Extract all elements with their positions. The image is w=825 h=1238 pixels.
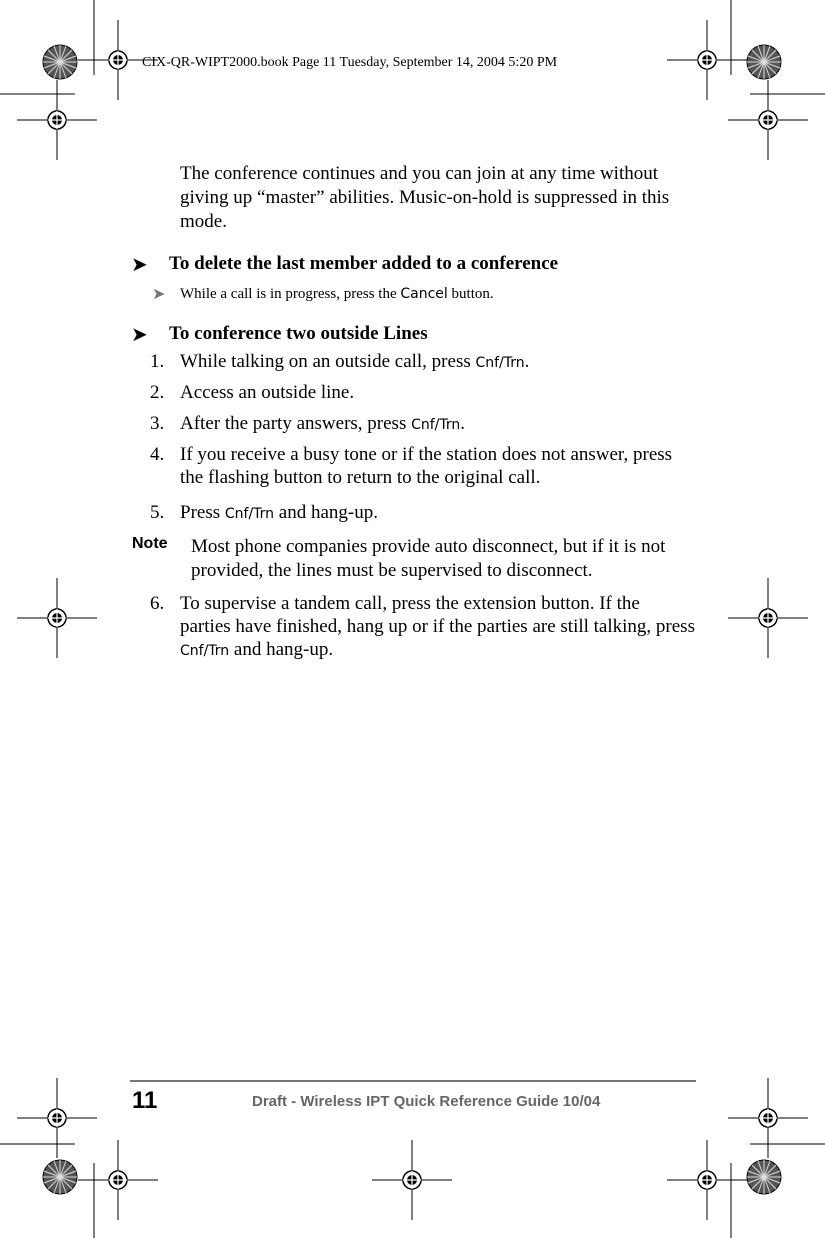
- step-text-suffix: button.: [447, 286, 494, 302]
- step-number: 1.: [150, 351, 165, 372]
- section-heading-conference-lines: To conference two outside Lines: [169, 323, 428, 344]
- step-text: Press Cnf/Trn and hang-up.: [180, 502, 378, 523]
- delete-member-step: [180, 286, 494, 303]
- section-heading-delete-member: To delete the last member added to a conference: [169, 253, 559, 274]
- page-number: 11: [132, 1087, 158, 1114]
- step-number: 6.: [150, 593, 165, 614]
- step-text: To supervise a tandem call, press the extension button. If the parties have finished, hang up or if the parties are still talking, press Cnf/Trn and hang-up.: [180, 593, 695, 660]
- step-number: 3.: [150, 413, 165, 434]
- cnf-trn-key: Cnf/Trn: [411, 417, 461, 433]
- intro-paragraph: The conference continues and you can join at any time without giving up “master” abilities. Music-on-hold is suppressed in this mode.: [180, 163, 670, 232]
- print-slug: CIX-QR-WIPT2000.book Page 11 Tuesday, September 14, 2004 5:20 PM: [142, 55, 558, 70]
- cnf-trn-key: Cnf/Trn: [224, 506, 275, 522]
- step-number: 2.: [150, 382, 165, 403]
- step-text: After the party answers, press Cnf/Trn.: [180, 413, 466, 434]
- arrow-bullet-icon: ➤: [131, 254, 148, 276]
- note-label: Note: [132, 535, 168, 552]
- arrow-bullet-icon: ➤: [131, 324, 148, 346]
- step-number: 5.: [150, 502, 165, 523]
- cancel-key: Cancel: [400, 286, 448, 302]
- footer-divider: [130, 1080, 696, 1082]
- step-text: While talking on an outside call, press Cnf/Trn.: [180, 351, 530, 372]
- footer-title: Draft - Wireless IPT Quick Reference Guide 10/04: [252, 1093, 601, 1110]
- step-text: Access an outside line.: [180, 382, 355, 403]
- step-number: 4.: [150, 444, 165, 465]
- step-text: While a call is in progress, press the: [180, 286, 401, 302]
- cnf-trn-key: Cnf/Trn: [475, 355, 525, 371]
- cnf-trn-key: Cnf/Trn: [180, 643, 230, 659]
- arrow-bullet-icon: ➤: [152, 286, 166, 303]
- note-text: Most phone companies provide auto disconnect, but if it is not provided, the lines must be supervised to disconnect.: [191, 536, 666, 581]
- step-text: If you receive a busy tone or if the station does not answer, press the flashing button to return to the original call.: [180, 444, 673, 488]
